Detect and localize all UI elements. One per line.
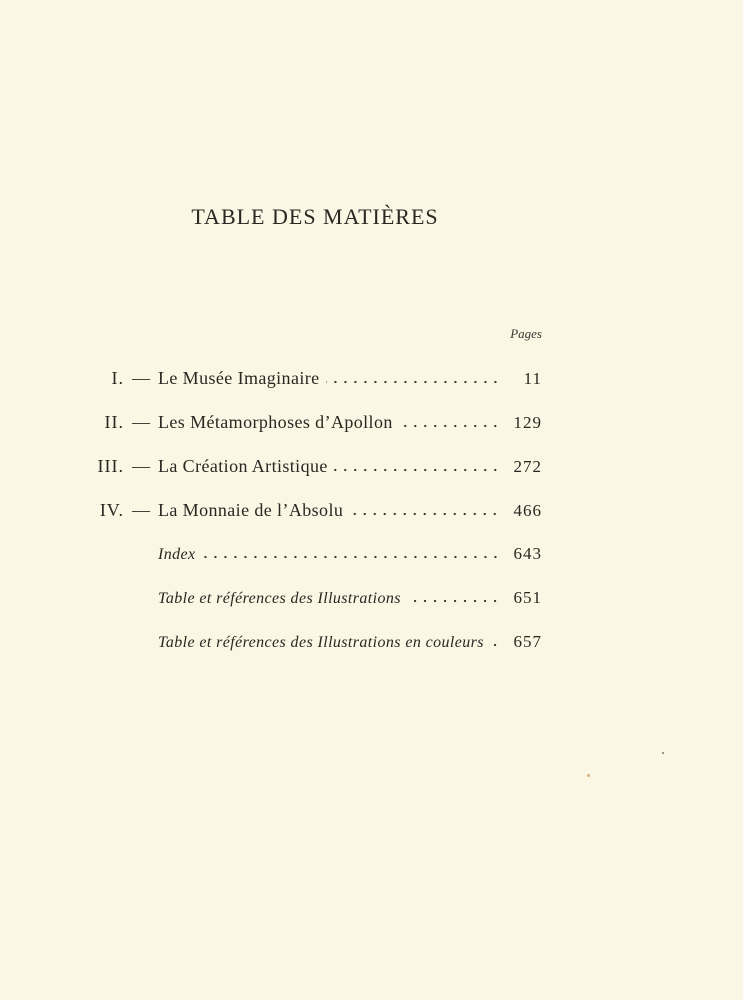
paper-speck [662, 752, 664, 754]
page-title: TABLE DES MATIÈRES [191, 204, 439, 229]
toc-entry[interactable] [80, 632, 542, 658]
entry-title: Table et références des Illustrations [158, 590, 401, 607]
dash: — [132, 412, 150, 432]
dash: — [132, 368, 150, 388]
entry-title: Le Musée Imaginaire [158, 368, 320, 388]
chapter-numeral: I. [111, 368, 124, 388]
toc-entry[interactable] [80, 500, 542, 526]
toc-entry[interactable] [80, 412, 542, 438]
toc-entry[interactable] [80, 544, 542, 570]
page-number: 651 [513, 588, 542, 607]
dot-leader [349, 512, 500, 516]
page-number: 657 [513, 632, 542, 651]
chapter-numeral: II. [104, 412, 124, 432]
entry-title: Table et références des Illustrations en couleurs [158, 634, 484, 651]
chapter-numeral: III. [97, 456, 124, 476]
dash: — [132, 500, 150, 520]
entry-title: La Monnaie de l’Absolu [158, 500, 344, 520]
entry-title: Les Métamorphoses d’Apollon [158, 412, 393, 432]
page-number: 466 [513, 501, 542, 520]
dot-leader [202, 555, 500, 559]
chapter-numeral: IV. [99, 500, 124, 520]
page-number: 643 [513, 544, 542, 563]
dot-leader [326, 380, 500, 384]
entry-title: Index [158, 546, 196, 563]
dot-leader [334, 468, 500, 472]
pages-column-header: Pages [510, 326, 542, 341]
paper-speck [587, 774, 590, 777]
toc-entry[interactable] [80, 588, 542, 614]
page-number: 272 [513, 457, 542, 476]
page-number: 11 [523, 369, 542, 388]
dash: — [132, 456, 150, 476]
page-number: 129 [513, 413, 542, 432]
toc-entry[interactable] [80, 456, 542, 482]
dot-leader [399, 424, 500, 428]
dot-leader [490, 643, 500, 647]
toc-entry[interactable] [80, 368, 542, 394]
dot-leader [407, 599, 500, 603]
entry-title: La Création Artistique [158, 456, 328, 476]
